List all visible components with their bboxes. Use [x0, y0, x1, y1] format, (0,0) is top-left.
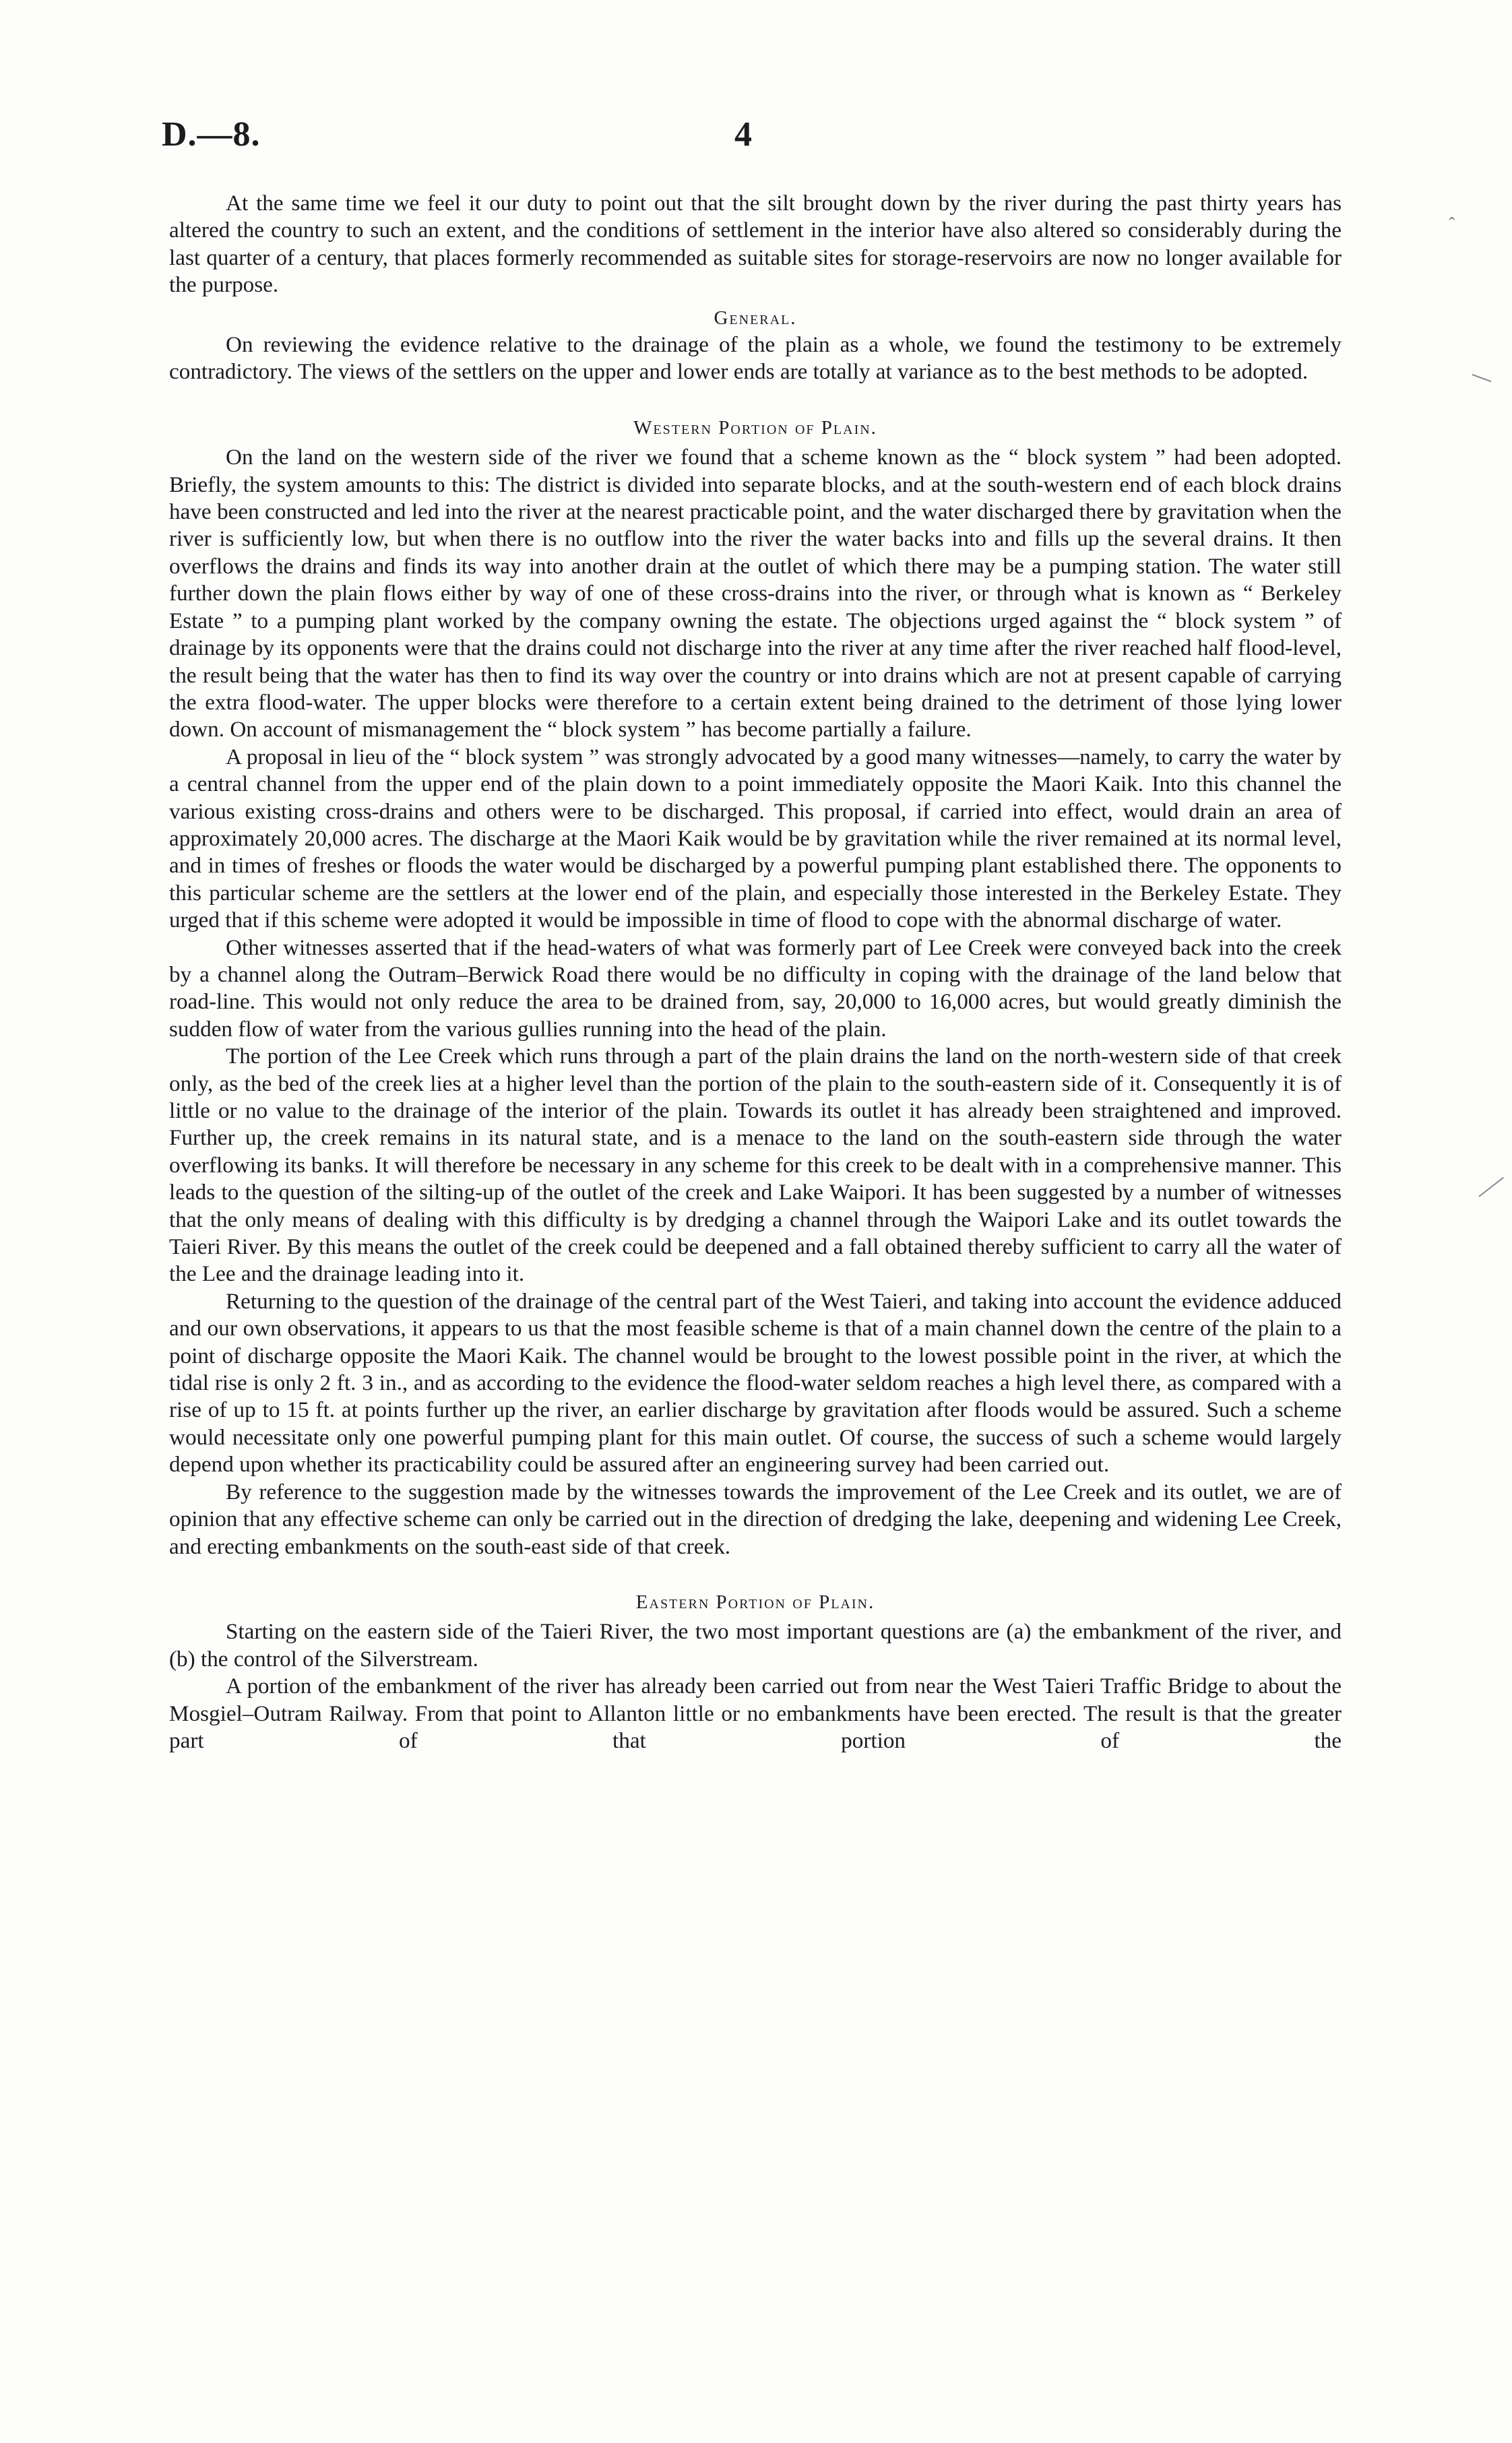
paragraph: On reviewing the evidence relative to the drainage of the plain as a whole, we found the testimony to be extremely contradictory. The views of the settlers on the upper and lower ends are totally at variance as to the best methods to be adopted. [169, 332, 1342, 385]
paragraph: A proposal in lieu of the “ block system ” was strongly advocated by a good many witnesses—namely, to carry the water by a central channel from the upper end of the plain down to a point immediately opposite the Maori Kaik. Into this channel the various existing cross-drains and others were to be discharged. This proposal, if carried into effect, would drain an area of approximately 20,000 acres. The discharge at the Maori Kaik would be by gravitation while the river remained at its normal level, and in times of freshes or floods the water would be discharged by a powerful pumping plant established there. The opponents to this particular scheme are the settlers at the lower end of the plain, and especially those interested in the Berkeley Estate. They urged that if this scheme were adopted it would be impossible in time of flood to cope with the abnormal discharge of water. [169, 744, 1342, 933]
section-heading-eastern: Eastern Portion of Plain. [635, 1591, 875, 1613]
scan-scratch [1478, 1177, 1503, 1197]
scan-speck: ˆ [1449, 214, 1455, 235]
paragraph: A portion of the embankment of the river has already been carried out from near the West Taieri Traffic Bridge to about the Mosgiel–Outram Railway. From that point to Allanton little or no embankments have been erected. The result is that the greater part of that portion of the [169, 1674, 1342, 1753]
paragraph: Other witnesses asserted that if the head-waters of what was formerly part of Lee Creek were conveyed back into the creek by a channel along the Outram–Berwick Road there would be no difficulty in coping with the drainage of the land below that road-line. This would not only reduce the area to be drained from, say, 20,000 to 16,000 acres, but would greatly diminish the sudden flow of water from the various gullies running into the head of the plain. [169, 934, 1342, 1042]
paragraph: At the same time we feel it our duty to point out that the silt brought down by the river during the past thirty years has altered the country to such an extent, and the conditions of settlement in the interior have also altered so considerably during the last quarter of a century, that places formerly recommended as suitable sites for storage-reservoirs are now no longer available for the purpose. [169, 191, 1342, 298]
document-body [169, 190, 1342, 1754]
paragraph: On the land on the western side of the river we found that a scheme known as the “ block system ” had been adopted. Briefly, the system amounts to this: The district is divided into separate blocks, and at the south-western end of each block drains have been constructed and led into the river at the nearest practicable point, and the water discharged there by gravitation when the river is sufficiently low, but when there is no outflow into the river the water backs into and fills up the several drains. It then overflows the drains and finds its way into another drain at the outlet of which there may be a pumping station. The water still further down the plain flows either by way of one of these cross-drains into the river, or through what is known as “ Berkeley Estate ” to a pumping plant worked by the company owning the estate. The objections urged against the “ block system ” of drainage by its opponents were that the drains could not discharge into the river at any time after the river reached half flood-level, the result being that the water has then to find its way over the country or into drains which are not at present capable of carrying the extra flood-water. The upper blocks were therefore to a certain extent being drained to the detriment of those lying lower down. On account of mismanagement the “ block system ” has become partially a failure. [169, 445, 1342, 742]
document-reference: D.—8. [162, 115, 261, 154]
section-heading-western: Western Portion of Plain. [633, 416, 877, 439]
page-number: 4 [734, 115, 752, 154]
paragraph: Starting on the eastern side of the Taieri River, the two most important questions are (a) the embankment of the river, and (b) the control of the Silverstream. [169, 1619, 1342, 1672]
section-heading-general: General. [714, 307, 797, 329]
paragraph: By reference to the suggestion made by the witnesses towards the improvement of the Lee Creek and its outlet, we are of opinion that any effective scheme can only be carried out in the direction of dredging the lake, deepening and widening Lee Creek, and erecting embankments on the south-east side of that creek. [169, 1479, 1342, 1559]
paragraph: The portion of the Lee Creek which runs through a part of the plain drains the land on the north-western side of that creek only, as the bed of the creek lies at a higher level than the portion of the plain to the south-eastern side of it. Consequently it is of little or no value to the drainage of the interior of the plain. Towards its outlet it has already been straightened and improved. Further up, the creek remains in its natural state, and is a menace to the land on the south-eastern side through the water overflowing its banks. It will therefore be necessary in any scheme for this creek to be dealt with in a comprehensive manner. This leads to the question of the silting-up of the outlet of the creek and Lake Waipori. It has been suggested by a number of witnesses that the only means of dealing with this difficulty is by dredging a channel through the Waipori Lake and its outlet towards the Taieri River. By this means the outlet of the creek could be deepened and a fall obtained thereby sufficient to carry all the water of the Lee and the drainage leading into it. [169, 1044, 1342, 1287]
scan-scratch [1472, 374, 1492, 382]
paragraph: Returning to the question of the drainage of the central part of the West Taieri, and taking into account the evidence adduced and our own observations, it appears to us that the most feasible scheme is that of a main channel down the centre of the plain to a point of discharge opposite the Maori Kaik. The channel would be brought to the lowest possible point in the river, at which the tidal rise is only 2 ft. 3 in., and as according to the evidence the flood-water seldom reaches a high level there, as compared with a rise of up to 15 ft. at points further up the river, an earlier discharge by gravitation after floods would be assured. Such a scheme would necessitate only one powerful pumping plant for this main outlet. Of course, the success of such a scheme would largely depend upon whether its practicability could be assured after an engineering survey had been carried out. [169, 1288, 1342, 1478]
